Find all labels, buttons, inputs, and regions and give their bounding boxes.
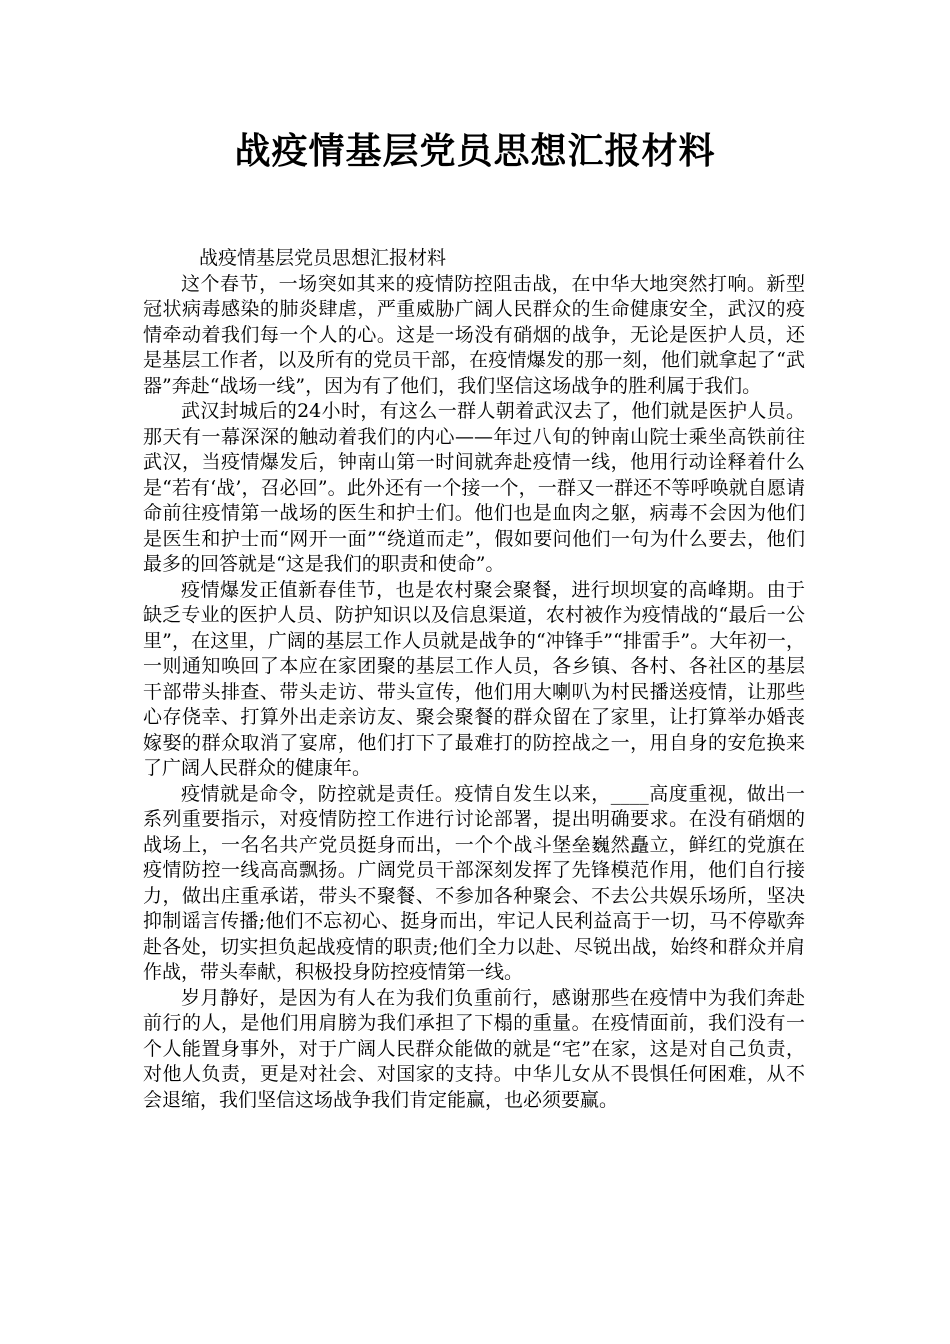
paragraph-2: 武汉封城后的24小时，有这么一群人朝着武汉去了，他们就是医护人员。那天有一幕深深的触动着我们的内心——年过八旬的钟南山院士乘坐高铁前往武汉，当疫情爆发后，钟南山第一时间就奔赴疫情一线，他用行动诠释着什么是“若有‘战’，召必回”。此外还有一个接一个，一群又一群还不等呼唤就自愿请命前往疫情第一战场的医生和护士们。他们也是血肉之躯，病毒不会因为他们是医生和护士而“网开一面”“绕道而走”，假如要问他们一句为什么要去，他们最多的回答就是“这是我们的职责和使命”。 bbox=[143, 400, 805, 575]
paragraph-5: 岁月静好，是因为有人在为我们负重前行，感谢那些在疫情中为我们奔赴前行的人，是他们用肩膀为我们承担了下榻的重量。在疫情面前，我们没有一个人能置身事外，对于广阔人民群众能做的就是“宅”在家，这是对自己负责，对他人负责，更是对社会、对国家的支持。中华儿女从不畏惧任何困难，从不会退缩，我们坚信这场战争我们肯定能赢，也必须要赢。 bbox=[143, 986, 805, 1111]
document-subtitle: 战疫情基层党员思想汇报材料 bbox=[199, 247, 447, 269]
document-body bbox=[143, 246, 805, 1113]
document-title: 战疫情基层党员思想汇报材料 bbox=[234, 131, 716, 172]
paragraph-4: 疫情就是命令，防控就是责任。疫情自发生以来，____高度重视，做出一系列重要指示，对疫情防控工作进行讨论部署，提出明确要求。在没有硝烟的战场上，一名名共产党员挺身而出，一个个战斗堡垒巍然矗立，鲜红的党旗在疫情防控一线高高飘扬。广阔党员干部深刻发挥了先锋模范作用，他们自行接力，做出庄重承诺，带头不聚餐、不参加各种聚会、不去公共娱乐场所，坚决抑制谣言传播;他们不忘初心、挺身而出，牢记人民利益高于一切，马不停歇奔赴各处，切实担负起战疫情的职责;他们全力以赴、尽锐出战，始终和群众并肩作战，带头奉献，积极投身防控疫情第一线。 bbox=[143, 782, 805, 983]
paragraph-1: 这个春节，一场突如其来的疫情防控阻击战，在中华大地突然打响。新型冠状病毒感染的肺炎肆虐，严重威胁广阔人民群众的生命健康安全，武汉的疫情牵动着我们每一个人的心。这是一场没有硝烟的战争，无论是医护人员，还是基层工作者，以及所有的党员干部，在疫情爆发的那一刻，他们就拿起了“武器”奔赴“战场一线”，因为有了他们，我们坚信这场战争的胜利属于我们。 bbox=[143, 272, 805, 397]
paragraph-3: 疫情爆发正值新春佳节，也是农村聚会聚餐，进行坝坝宴的高峰期。由于缺乏专业的医护人员、防护知识以及信息渠道，农村被作为疫情战的“最后一公里”，在这里，广阔的基层工作人员就是战争的“冲锋手”“排雷手”。大年初一，一则通知唤回了本应在家团聚的基层工作人员，各乡镇、各村、各社区的基层干部带头排查、带头走访、带头宣传，他们用大喇叭为村民播送疫情，让那些心存侥幸、打算外出走亲访友、聚会聚餐的群众留在了家里，让打算举办婚丧嫁娶的群众取消了宴席，他们打下了最难打的防控战之一，用自身的安危换来了广阔人民群众的健康年。 bbox=[143, 578, 805, 779]
